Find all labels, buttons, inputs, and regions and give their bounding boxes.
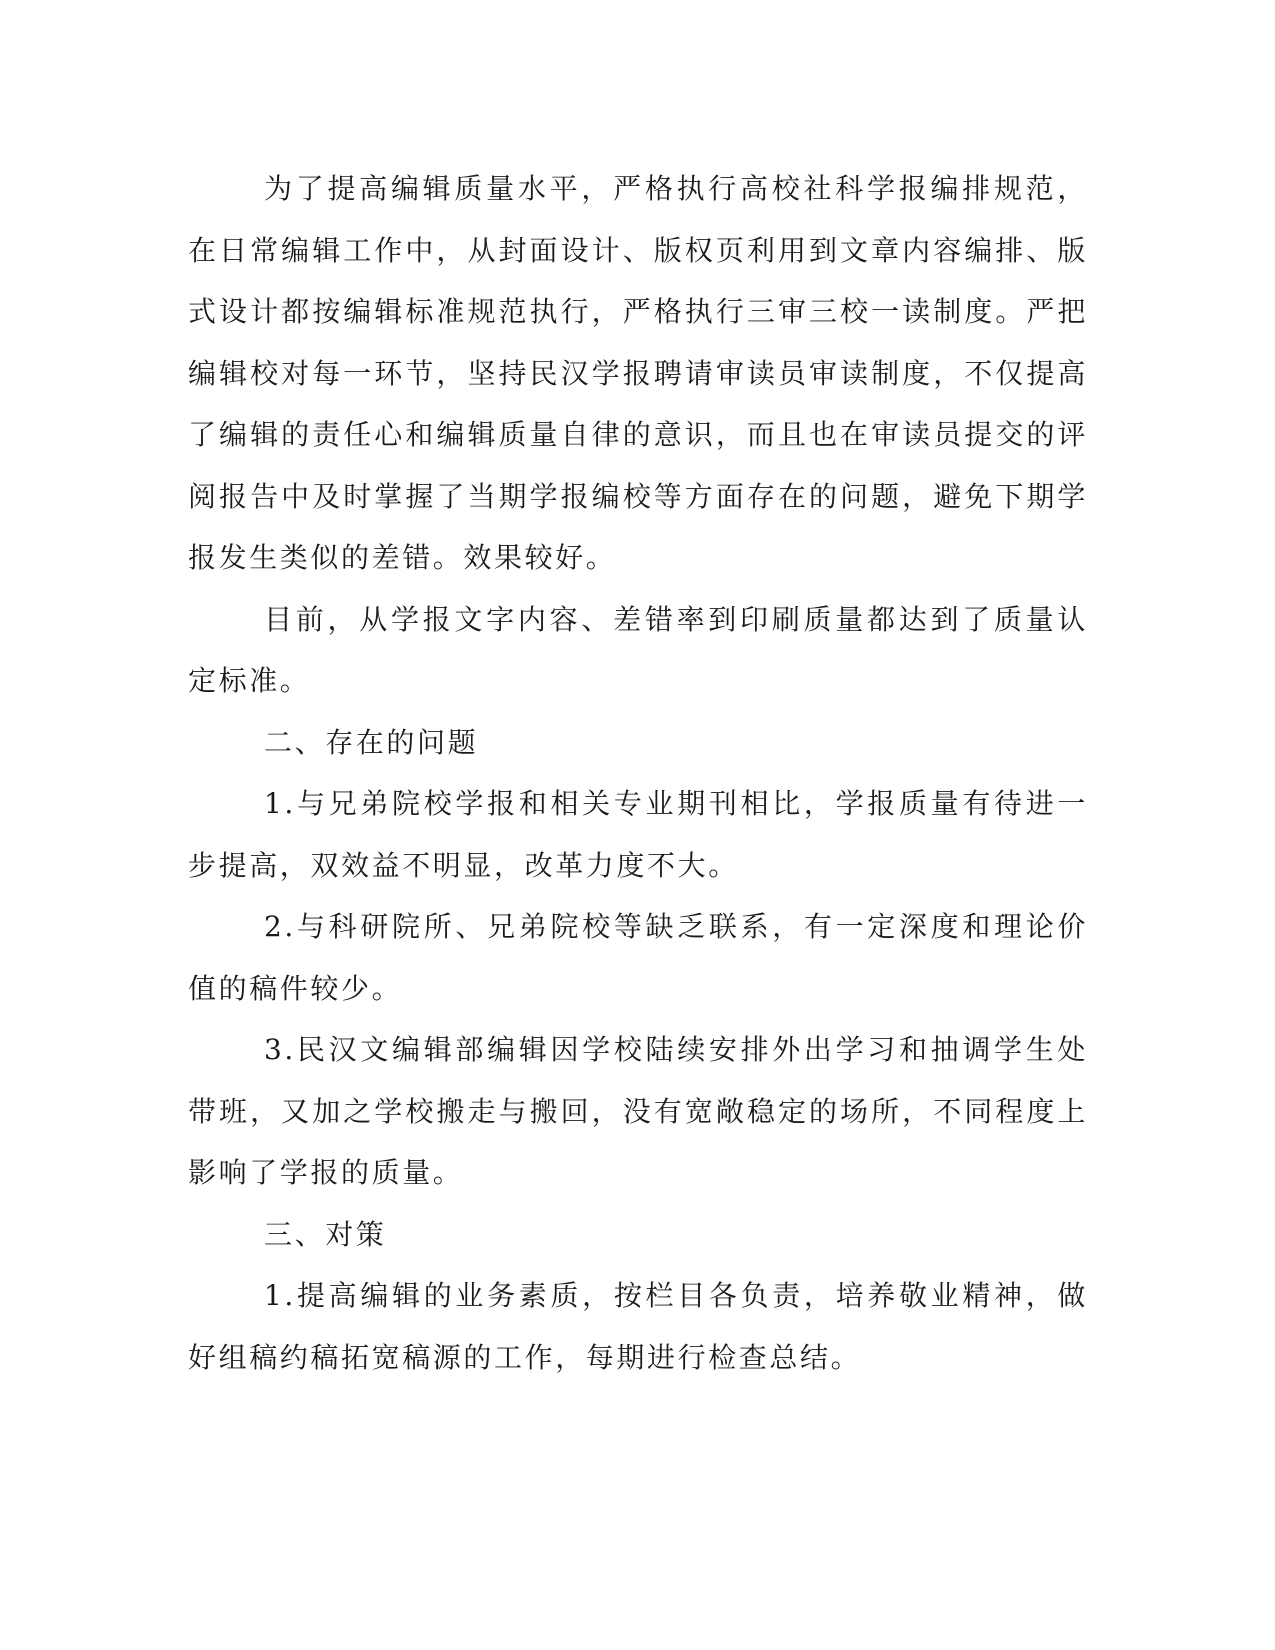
problem-item-3: 3.民汉文编辑部编辑因学校陆续安排外出学习和抽调学生处带班，又加之学校搬走与搬回，没有宽敞稳定的场所，不同程度上影响了学报的质量。 bbox=[188, 1033, 1088, 1189]
document-body bbox=[188, 158, 1088, 1388]
heading-existing-problems: 二、存在的问题 bbox=[264, 725, 479, 759]
countermeasure-item-1: 1.提高编辑的业务素质，按栏目各负责，培养敬业精神，做好组稿约稿拓宽稿源的工作，每期进行检查总结。 bbox=[188, 1279, 1088, 1374]
problem-item-1: 1.与兄弟院校学报和相关专业期刊相比，学报质量有待进一步提高，双效益不明显，改革力度不大。 bbox=[188, 787, 1088, 882]
paragraph-current-status: 目前，从学报文字内容、差错率到印刷质量都达到了质量认定标准。 bbox=[188, 602, 1088, 697]
problem-item-2: 2.与科研院所、兄弟院校等缺乏联系，有一定深度和理论价值的稿件较少。 bbox=[188, 910, 1088, 1005]
heading-countermeasures: 三、对策 bbox=[264, 1217, 387, 1251]
paragraph-editing-quality: 为了提高编辑质量水平，严格执行高校社科学报编排规范，在日常编辑工作中，从封面设计、版权页利用到文章内容编排、版式设计都按编辑标准规范执行，严格执行三审三校一读制度。严把编辑校对每一环节，坚持民汉学报聘请审读员审读制度，不仅提高了编辑的责任心和编辑质量自律的意识，而且也在审读员提交的评阅报告中及时掌握了当期学报编校等方面存在的问题，避免下期学报发生类似的差错。效果较好。 bbox=[188, 172, 1088, 574]
